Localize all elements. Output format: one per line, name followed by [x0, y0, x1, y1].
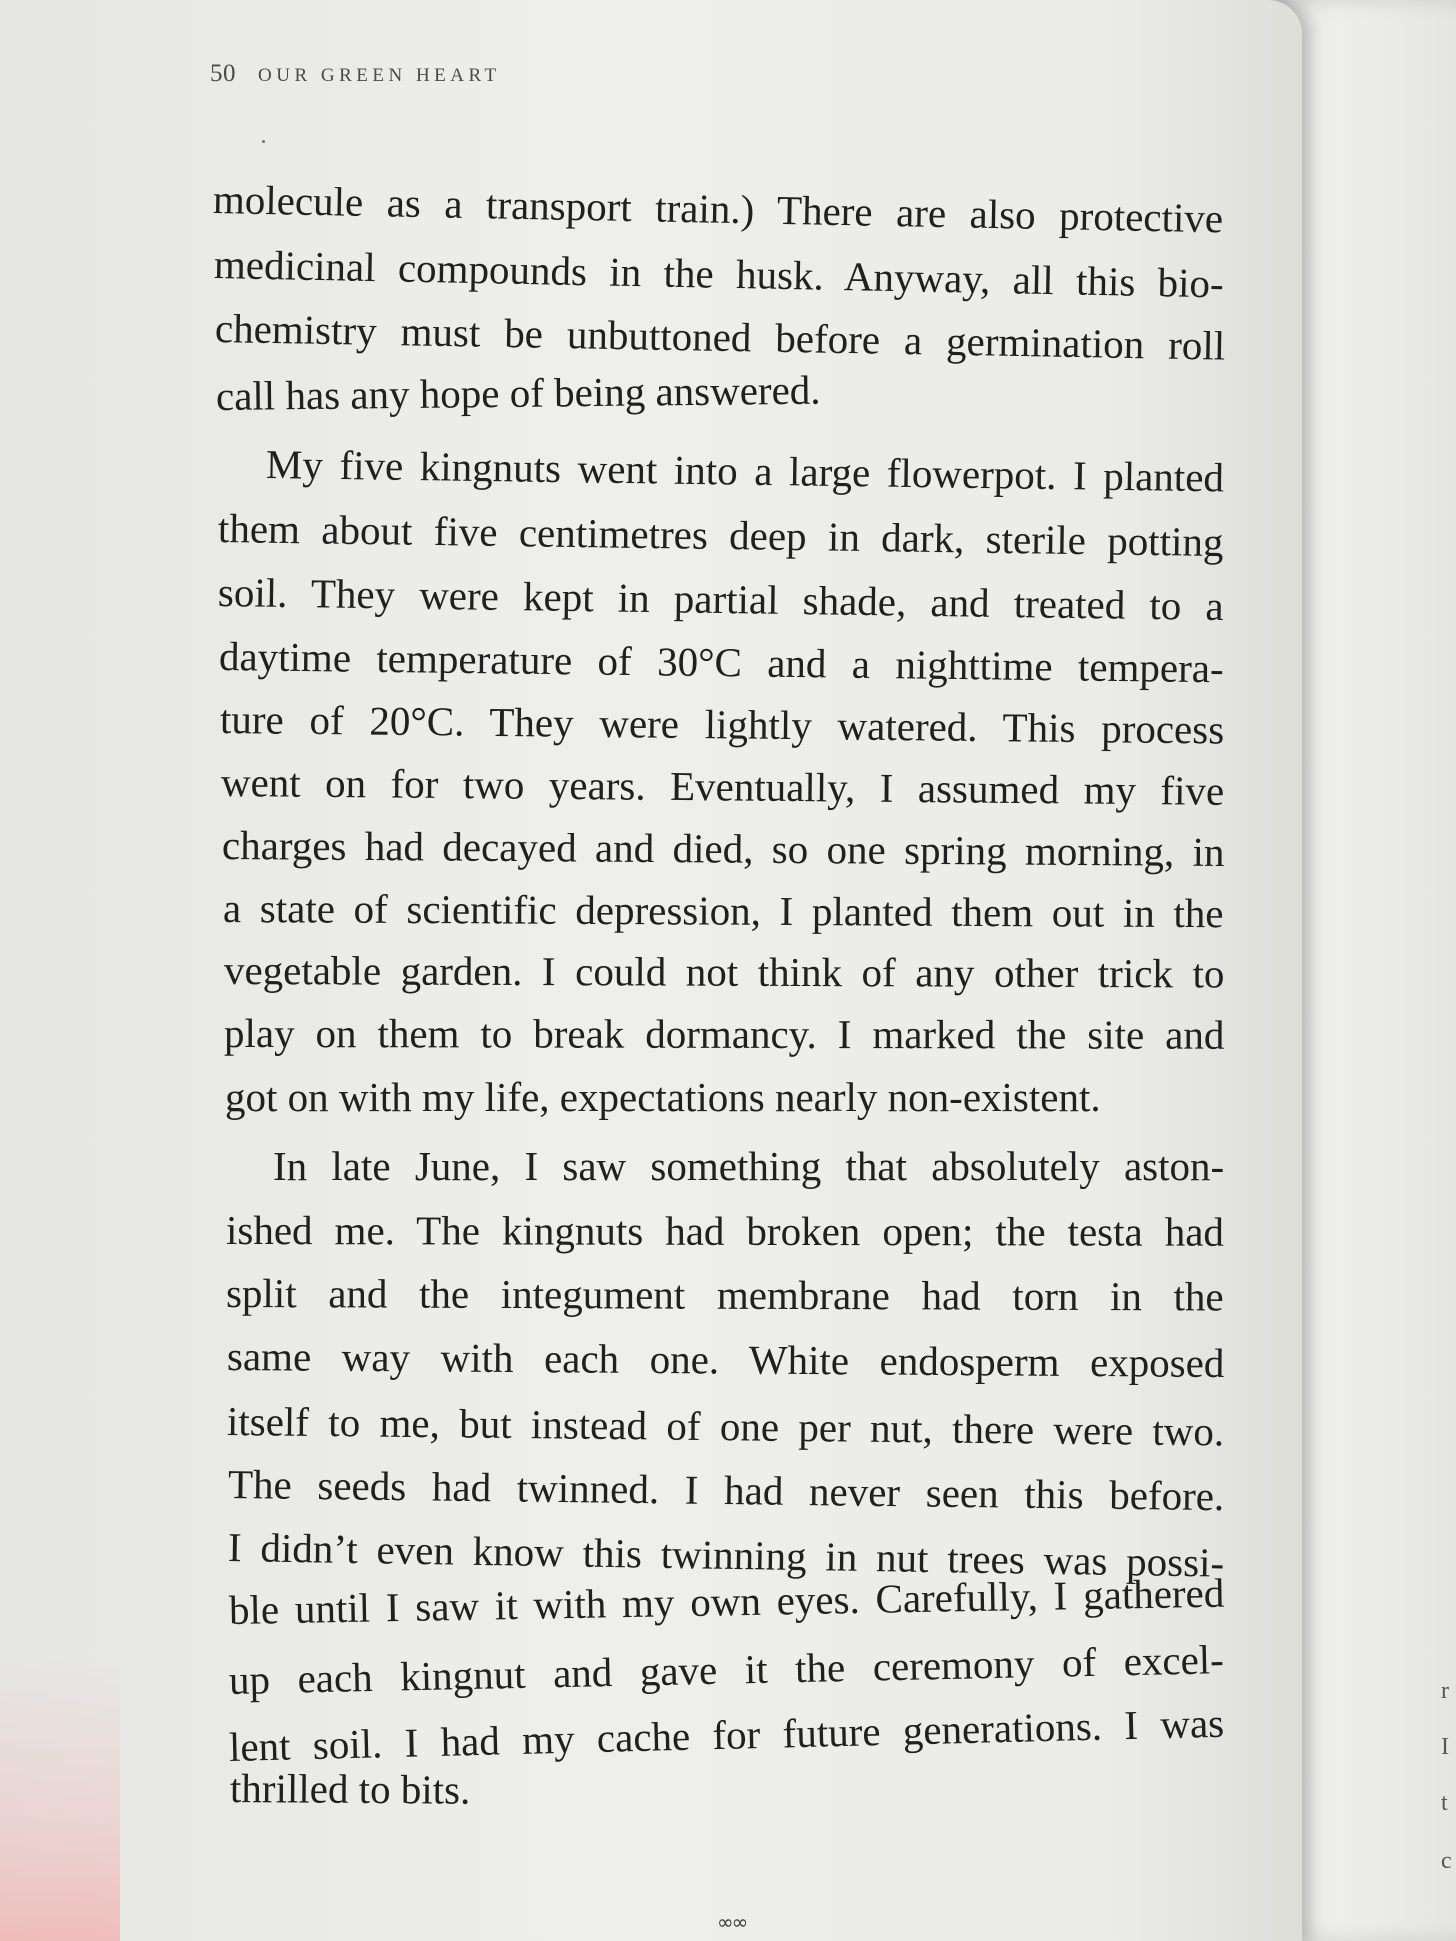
running-head: [210, 60, 501, 88]
text-line: split and the integument membrane had torn in the: [225, 1270, 1224, 1320]
text-line: itself to me, but instead of one per nut, there were two.: [226, 1398, 1225, 1455]
text-line: molecule as a transport train.) There are also protective: [212, 176, 1224, 242]
text-line: lent soil. I had my cache for future generations. I was: [228, 1699, 1225, 1770]
text-line: daytime temperature of 30°C and a nighttime tempera-: [218, 633, 1224, 692]
text-line: In late June, I saw something that absolutely aston-: [273, 1143, 1225, 1189]
book-title: OUR GREEN HEART: [258, 65, 501, 86]
text-line: My five kingnuts went into a large flowerpot. I planted: [265, 441, 1225, 501]
text-line: them about five centimetres deep in dark, sterile potting: [217, 505, 1224, 566]
facing-page-fragment: I: [1441, 1734, 1449, 1760]
facing-page-fragment: t: [1441, 1790, 1448, 1816]
text-line: play on them to break dormancy. I marked the site and: [223, 1010, 1225, 1058]
text-line: a state of scientific depression, I planted them out in the: [222, 885, 1224, 937]
text-line: call has any hope of being answered.: [215, 366, 821, 419]
page-corner-tint: [0, 1660, 120, 1941]
text-line: soil. They were kept in partial shade, and treated to a: [217, 569, 1224, 630]
facing-page-fragment: c: [1441, 1848, 1452, 1874]
text-line: vegetable garden. I could not think of any other trick to: [223, 947, 1225, 997]
text-line: up each kingnut and gave it the ceremony of excel-: [228, 1636, 1225, 1703]
text-line: ble until I saw it with my own eyes. Carefully, I gathered: [228, 1569, 1225, 1633]
dot-mark: [262, 140, 265, 143]
text-line: went on for two years. Eventually, I assumed my five: [220, 759, 1225, 814]
text-line: ished me. The kingnuts had broken open; the testa had: [225, 1207, 1224, 1255]
text-line: medicinal compounds in the husk. Anyway, all this bio-: [213, 241, 1225, 307]
text-line: thrilled to bits.: [229, 1765, 471, 1813]
section-ornament: ∞∞: [717, 1910, 747, 1934]
page-number: 50: [210, 60, 236, 87]
facing-page-fragment: r: [1441, 1678, 1449, 1704]
text-line: same way with each one. White endosperm exposed: [226, 1333, 1225, 1386]
text-line: chemistry must be unbuttoned before a germination roll: [214, 305, 1226, 369]
text-line: charges had decayed and died, so one spring morning, in: [221, 822, 1225, 875]
text-line: ture of 20°C. They were lightly watered. This process: [219, 696, 1225, 753]
text-line: got on with my life, expectations nearly non-existent.: [225, 1074, 1101, 1120]
text-line: I didn’t even know this twinning in nut trees was possi-: [227, 1524, 1225, 1586]
text-line: The seeds had twinned. I had never seen this before.: [227, 1461, 1225, 1520]
